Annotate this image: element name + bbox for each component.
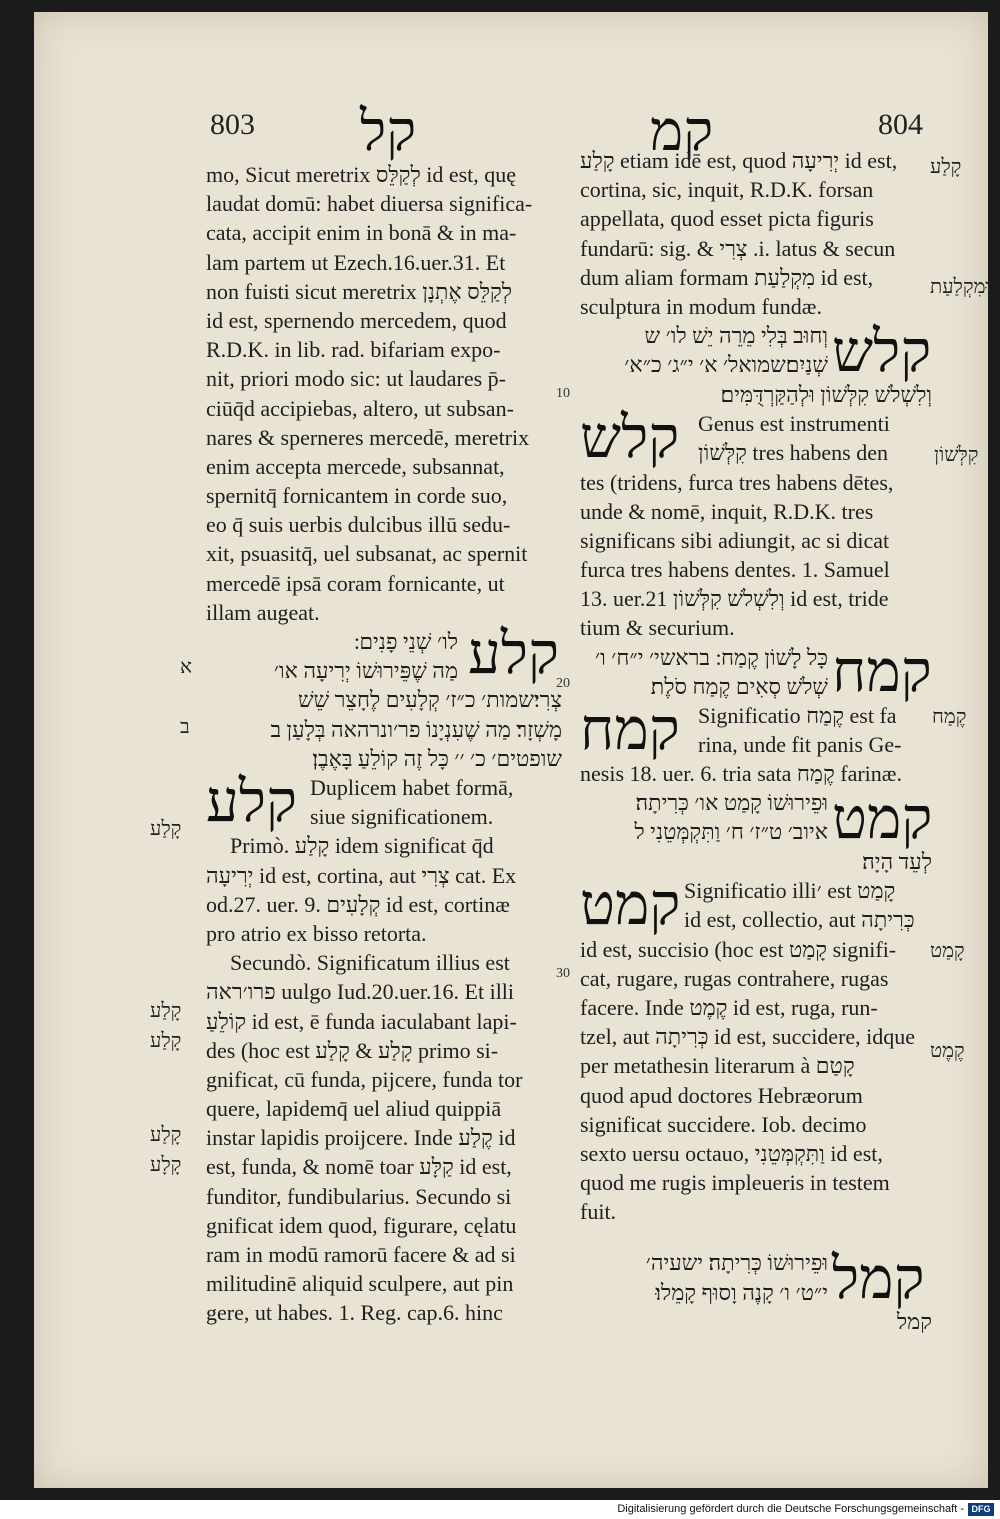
left-heb-running-head: קל	[360, 101, 417, 163]
text-line: sexto uersu octauo, וַתִּקְמְּטֵנִי id est,	[580, 1140, 883, 1166]
entry-kalash-block	[580, 321, 932, 409]
entry-head-kamal: קמל	[832, 1246, 925, 1312]
text-line: Significatio illi׳ est קָמַט	[684, 878, 896, 904]
text-line: nesis 18. uer. 6. tria sata קֶמַח farinæ.	[580, 761, 902, 786]
entry-kamat-block	[580, 788, 932, 876]
margin-note: קָלַע	[150, 1030, 182, 1052]
digitization-credit: Digitalisierung gefördert durch die Deutsche Forschungsgemeinschaft -	[0, 1500, 1000, 1519]
text-line: appellata, quod esset picta figuris	[580, 206, 874, 232]
entry-kemach-body	[580, 696, 932, 789]
entry-head-kamat-large: קמט	[580, 872, 681, 938]
right-heb-running-head: קמ	[650, 101, 714, 163]
line-number: 30	[556, 966, 570, 981]
margin-note: קֶמֶט	[930, 1040, 965, 1062]
margin-letter: ב	[180, 716, 190, 738]
text-line: Duplicem habet formā,	[310, 775, 514, 800]
catchword: קמל	[896, 1308, 932, 1334]
margin-note: קֶמַח	[932, 706, 967, 728]
text-line: nit, priori modo sic: ut laudares p̄-	[206, 366, 506, 392]
entry-kamat-body	[580, 872, 932, 1226]
text-line: od.27. uer. 9. קְלָעִים id est, cortinæ	[206, 891, 510, 917]
heb-line: מַה שֶׁפֵּירוּשׁוֹ יְרִיעָה או׳	[273, 658, 458, 684]
text-line: siue significationem.	[310, 804, 494, 830]
text-line: per metathesin literarum à קָטַם	[580, 1053, 855, 1079]
heb-line: לְעֵד הָיָה׃	[862, 848, 932, 874]
text-line: ram in modū ramorū facere & ad si	[206, 1242, 516, 1267]
entry-kala-body	[206, 769, 562, 1328]
entry-head-kalash: קלש	[832, 319, 932, 385]
text-line: enim accepta mercede, subsannat,	[206, 453, 505, 479]
text-line: gnificat idem quod, figurare, cęlatu	[206, 1212, 517, 1238]
heb-line: שופטים׳ כ׳ ׳׳ כָּל זֶה קוֹלֵעַ בָּאֶבֶן׃	[312, 745, 562, 771]
text-line: cat, rugare, rugas contrahere, rugas	[580, 965, 889, 991]
text-line: gnificat, cū funda, pijcere, funda tor	[206, 1066, 523, 1092]
text-line: lam partem ut Ezech.16.uer.31. Et	[206, 249, 506, 275]
text-line: sculptura in modum fundæ.	[580, 293, 822, 319]
text-line: Primò. קָלַע idem significat q̄d	[230, 833, 494, 859]
text-line: mercedē ipsā coram fornicante, ut	[206, 570, 505, 596]
text-line: est, funda, & nomē toar קַלָּע id est,	[206, 1154, 512, 1180]
heb-line: שְׁנַיִם׃שמואל׳ א׳ י״ג׳ כ״א׳	[624, 352, 828, 378]
margin-letter: א	[180, 656, 193, 678]
text-line: fundarū: sig. & צְרִי .i. latus & secun	[580, 235, 896, 261]
text-line: facere. Inde קֶמֶט id est, ruga, run-	[580, 994, 878, 1020]
text-line: mo, Sicut meretrix לְקַלֵּס id est, quę	[206, 162, 517, 187]
margin-note: וּמִקְלַעַת	[930, 276, 991, 298]
margin-note: קָלָע	[150, 1154, 182, 1176]
text-line: significans sibi adiungit, ac si dicat	[580, 527, 890, 553]
margin-note: קָלַע	[150, 1000, 182, 1022]
entry-head-kalash-large: קלש	[580, 405, 680, 471]
text-line: פרו׳ראה uulgo Iud.20.uer.16. Et illi	[206, 979, 515, 1005]
text-line: funditor, fundibularius. Secundo si	[206, 1183, 512, 1209]
text-line: pro atrio ex bisso retorta.	[206, 920, 427, 946]
entry-head-kala-large: קלע	[206, 769, 297, 834]
entry-head-kala: קלע	[468, 621, 559, 686]
text-line: R.D.K. in lib. rad. bifariam expo-	[206, 337, 501, 363]
left-lines-block	[206, 160, 562, 627]
text-line: קִלְּשׁוֹן tres habens den	[698, 440, 889, 466]
entry-head-kemach: קמח	[832, 638, 932, 704]
heb-line: וְלִשְׁלֹשׁ קִלְּשׁוֹן וּלְהַקַּרְדֻּמִּים׃	[720, 381, 932, 407]
entry-kalash-body	[580, 405, 932, 643]
entry-head-kemach-large: קמח	[580, 696, 680, 762]
text-line: Significatio קֶמַח est fa	[698, 702, 897, 728]
text-line: Genus est instrumenti	[698, 411, 890, 437]
right-column	[580, 146, 932, 1348]
left-column	[206, 160, 562, 1328]
text-line: significat succidere. Iob. decimo	[580, 1111, 867, 1137]
text-line: non fuisti sicut meretrix לְקַלֵּס אֶתְנָן	[206, 278, 513, 304]
text-line: יְרִיעָה id est, cortina, aut צְרִי cat. Ex	[206, 862, 517, 888]
right-page-number: 804	[878, 108, 923, 141]
text-line: cortina, sic, inquit, R.D.K. forsan	[580, 177, 874, 203]
text-line: id est, succisio (hoc est קָמַט signifi-	[580, 936, 897, 962]
heb-line: שְׁלֹשׁ סְאִים קֶמַח סֹלֶת׃	[650, 673, 828, 699]
text-line: 13. uer.21 וְלִשְׁלֹשׁ קִלְּשׁוֹן id est, tride	[580, 586, 889, 612]
text-line: cata, accipit enim in bonā & in ma-	[206, 220, 517, 246]
margin-note: קָמַט	[930, 940, 965, 962]
text-line: instar lapidis proijcere. Inde קֶלַע id	[206, 1125, 516, 1151]
heb-line: מָשְׁזָר׃ מַה שֶׁעִנְיָנוֹ פר׳ונרהאה בְּלָעַן ב	[270, 716, 562, 742]
text-line: Secundò. Significatum illius est	[230, 950, 510, 976]
text-line: rina, unde fit panis Ge-	[698, 731, 902, 757]
heb-line: וּפֵירוּשׁוֹ קָמַט או׳ כְּרִיתָה׃	[635, 790, 828, 816]
margin-note: קָלַע	[150, 818, 182, 840]
entry-kala-block	[206, 621, 562, 773]
margin-note: קִלְּשׁוֹן	[934, 444, 979, 466]
text-line: id est, collectio, aut כְּרִיתָה	[684, 907, 915, 933]
heb-line: לו׳ שְׁנֵי פָנִים ׃	[353, 629, 458, 654]
text-line: nares & sperneres mercedē, meretrix	[206, 424, 530, 450]
entry-kemach-block	[580, 638, 932, 704]
text-line: dum aliam formam מִקְלַעַת id est,	[580, 264, 874, 290]
heb-line: כָּל לָשׁוֹן קֶמַח ׃ בראשי׳ י״ח׳ ו׳	[595, 644, 828, 670]
text-line: קוֹלֵעַ id est, ē funda iaculabant lapi-	[206, 1008, 517, 1034]
text-line: militudinē aliquid sculpere, aut pin	[206, 1271, 514, 1297]
text-line: id est, spernendo mercedem, quod	[206, 307, 507, 333]
text-line: tium & securium.	[580, 615, 735, 641]
line-number: 20	[556, 676, 570, 691]
right-lines-block	[580, 146, 932, 321]
text-line: unde & nomē, inquit, R.D.K. tres	[580, 498, 874, 524]
text-line: quod me rugis impleueris in testem	[580, 1170, 890, 1196]
text-line: tes (tridens, furca tres habens dētes,	[580, 469, 894, 495]
text-line: quod apud doctores Hebræorum	[580, 1082, 863, 1108]
left-page-number: 803	[210, 108, 255, 141]
text-line: ciūq̄d accipiebas, altero, ut subsan-	[206, 395, 514, 421]
line-number: 10	[556, 386, 570, 401]
text-line: xit, psuasitq̄, uel subsanat, ac spernit	[206, 541, 528, 567]
margin-note: קָלַע	[150, 1124, 182, 1146]
text-line: קָלַע etiam idē est, quod יְרִיעָה id est,	[580, 148, 898, 173]
entry-head-kamat: קמט	[832, 786, 933, 852]
text-line: quere, lapidemq̄ uel aliud quippiā	[206, 1096, 502, 1122]
text-line: laudat domū: habet diuersa significa-	[206, 191, 533, 217]
dfg-logo: DFG	[968, 1503, 994, 1516]
text-line: des (hoc est קָלַע & קָלַע primo si-	[206, 1037, 499, 1063]
text-line: fuit.	[580, 1199, 617, 1225]
text-line: spernitq̄ fornicantem in corde suo,	[206, 483, 508, 509]
heb-line: וּפֵירוּשׁוֹ כְּרִיתָה׃ ישעיה׳	[645, 1250, 828, 1276]
heb-line: צְרִי׃שמות׳ כ״ז׳ קְלָעִים לֶחָצֵר שֵׁשׁ	[298, 687, 562, 713]
heb-line: י״ט׳ ו׳ קָנֶה וָסוּף קָמֵלוּ׃	[655, 1279, 828, 1305]
heb-line: איוב׳ ט״ז׳ ח׳ וַתִּקְמְּטֵנִי ל	[634, 819, 828, 845]
heb-line: וְחוּב בְּלִי מֵרֵה יֵשׁ לו׳ ש	[644, 323, 828, 349]
text-line: eo q̄ suis uerbis dulcibus illū sedu-	[206, 512, 511, 538]
text-line: illam augeat.	[206, 599, 320, 625]
margin-note: קָלַע	[930, 156, 962, 178]
text-line: gere, ut habes. 1. Reg. cap.6. hinc	[206, 1300, 503, 1326]
entry-kamal-block	[580, 1248, 932, 1348]
text-line: furca tres habens dentes. 1. Samuel	[580, 557, 890, 583]
text-line: tzel, aut כְּרִיתָה id est, succidere, idque	[580, 1024, 916, 1050]
